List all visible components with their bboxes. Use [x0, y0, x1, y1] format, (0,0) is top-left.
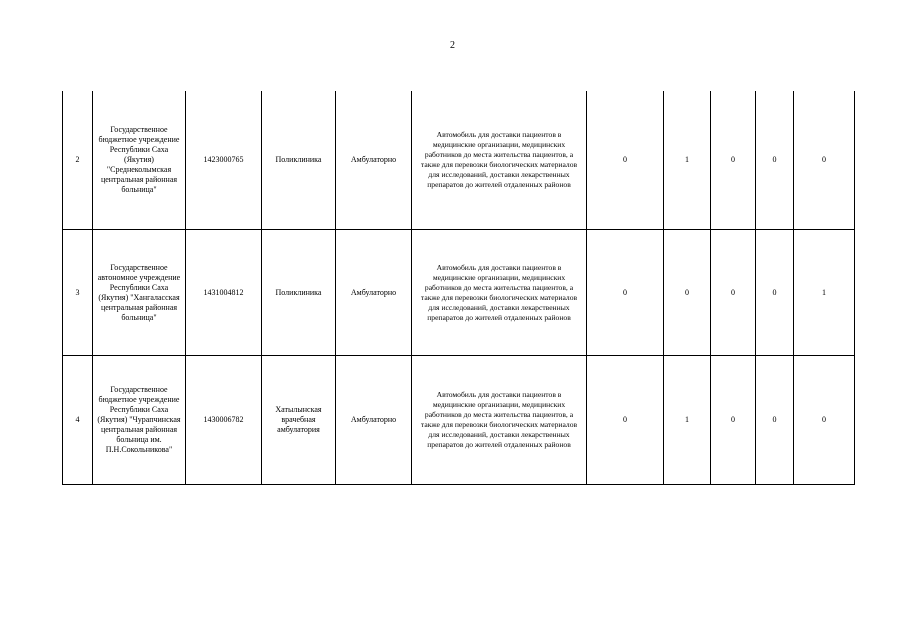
count-cell-3: 0	[711, 230, 756, 356]
vehicle-purpose: Автомобиль для доставки пациентов в медицинские организации, медицинских работников до места жительства пациентов, а также для перевозки биологических материалов для исследований, доставки лекарственных препаратов до жителей отдаленных районов	[412, 356, 587, 485]
count-cell-4: 0	[756, 230, 794, 356]
count-cell-5: 0	[794, 356, 855, 485]
count-cell-2: 1	[664, 356, 711, 485]
count-cell-3: 0	[711, 91, 756, 230]
organization-code: 1430006782	[186, 356, 262, 485]
count-cell-5: 0	[794, 91, 855, 230]
count-cell-2: 1	[664, 91, 711, 230]
count-cell-5: 1	[794, 230, 855, 356]
count-cell-4: 0	[756, 91, 794, 230]
facility-type: Хатылынская врачебная амбулатория	[262, 356, 336, 485]
organization-code: 1431004812	[186, 230, 262, 356]
page-number: 2	[450, 40, 455, 51]
table-row	[63, 356, 855, 485]
care-form: Амбулаторно	[336, 91, 412, 230]
vehicle-table-container	[62, 91, 855, 485]
row-number: 3	[63, 230, 93, 356]
vehicle-table	[62, 91, 855, 485]
care-form: Амбулаторно	[336, 230, 412, 356]
organization-name: Государственное автономное учреждение Республики Саха (Якутия) "Хангаласская центральная районная больница"	[93, 230, 186, 356]
count-cell-3: 0	[711, 356, 756, 485]
count-cell-2: 0	[664, 230, 711, 356]
organization-code: 1423000765	[186, 91, 262, 230]
organization-name: Государственное бюджетное учреждение Республики Саха (Якутия) "Чурапчинская центральная районная больница им. П.Н.Сокольникова"	[93, 356, 186, 485]
table-row	[63, 91, 855, 230]
organization-name: Государственное бюджетное учреждение Республики Саха (Якутия) "Среднеколымская центральная районная больница"	[93, 91, 186, 230]
vehicle-purpose: Автомобиль для доставки пациентов в медицинские организации, медицинских работников до места жительства пациентов, а также для перевозки биологических материалов для исследований, доставки лекарственных препаратов до жителей отдаленных районов	[412, 230, 587, 356]
count-cell-1: 0	[587, 91, 664, 230]
count-cell-1: 0	[587, 230, 664, 356]
table-row	[63, 230, 855, 356]
count-cell-1: 0	[587, 356, 664, 485]
vehicle-purpose: Автомобиль для доставки пациентов в медицинские организации, медицинских работников до места жительства пациентов, а также для перевозки биологических материалов для исследований, доставки лекарственных препаратов до жителей отдаленных районов	[412, 91, 587, 230]
count-cell-4: 0	[756, 356, 794, 485]
facility-type: Поликлиника	[262, 91, 336, 230]
row-number: 4	[63, 356, 93, 485]
facility-type: Поликлиника	[262, 230, 336, 356]
care-form: Амбулаторно	[336, 356, 412, 485]
row-number: 2	[63, 91, 93, 230]
